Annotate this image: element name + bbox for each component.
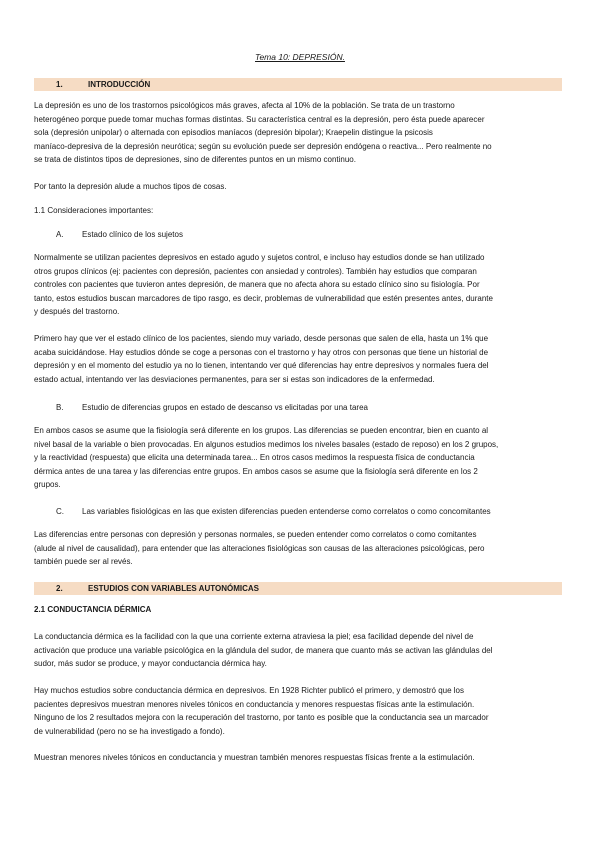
section-heading-introduccion: [34, 78, 562, 91]
paragraph-conclusion: [34, 751, 562, 765]
text-line: depresión y en el momento del estudio ya no lo tienen, intentando ver qué diferencias hay entre depresivos y normales fuera del: [34, 361, 489, 371]
list-item-a: [56, 229, 183, 241]
subsection-heading-1-1: [34, 204, 562, 218]
text-line: estado actual, intentando ver las desviaciones permanentes, para ser si estas son indicadores de la enfermedad.: [34, 374, 435, 384]
text-line: Normalmente se utilizan pacientes depresivos en estado agudo y sujetos control, e incluso hay estudios donde se han utilizado: [34, 253, 485, 262]
paragraph-summary: [34, 180, 562, 194]
text-line: heterogéneo porque puede tomar muchas formas distintas. Su característica central es la depresión, pero ésta puede aparecer: [34, 114, 485, 124]
paragraph-estudios: [34, 684, 562, 738]
text-line: de vulnerabilidad (pero no se ha investigado a fondo).: [34, 726, 225, 736]
text-line: Ninguno de los 2 resultados mejora con la recuperación del trastorno, por tanto es posible que la conductancia sea un marcador: [34, 713, 489, 723]
text-line: tanto, estos estudios buscan marcadores de tipo rasgo, es decir, problemas de vulnerabilidad que estén presentes antes, durante: [34, 293, 493, 303]
text-line: (alude al nivel de causalidad), para entender que las alteraciones fisiológicas son causas de las alteraciones psicológicas, pero: [34, 543, 485, 553]
list-label: Las variables fisiológicas en las que existen diferencias pueden entenderse como correlatos o como concomitantes: [82, 507, 491, 516]
list-label: Estudio de diferencias grupos en estado de descanso vs elicitadas por una tarea: [82, 403, 368, 412]
subsection-heading-2-1: 2.1 CONDUCTANCIA DÉRMICA: [34, 605, 152, 614]
section-title: INTRODUCCIÓN: [88, 80, 151, 89]
paragraph-a2: [34, 332, 562, 386]
text-line: La depresión es uno de los trastornos psicológicos más graves, afecta al 10% de la población. Se trata de un trastorno: [34, 101, 455, 110]
text-line: La conductancia dérmica es la facilidad con la que una corriente externa atraviesa la piel; esa facilidad depende del nivel de: [34, 632, 474, 641]
section-number: 2.: [56, 584, 63, 593]
list-item-c: [56, 506, 491, 518]
section-number: 1.: [56, 80, 63, 89]
text-line: Por tanto la depresión alude a muchos tipos de cosas.: [34, 182, 227, 191]
paragraph-conductancia: [34, 630, 562, 671]
text-line: y después del trastorno.: [34, 307, 120, 317]
text-line: Primero hay que ver el estado clínico de los pacientes, siendo muy variado, desde personas que salen de ella, hasta un 1% que: [34, 334, 489, 343]
text-line: nivel basal de la variable o bien provocadas. En algunos estudios medimos los niveles basales (estado de reposo) en los 2 grupos,: [34, 439, 499, 449]
list-letter: C.: [56, 507, 64, 516]
section-title: ESTUDIOS CON VARIABLES AUTONÓMICAS: [88, 584, 259, 593]
text-line: sola (depresión unipolar) o alternada con episodios maníacos (depresión bipolar); Kraepelin distingue la psicosis: [34, 128, 433, 138]
text-line: controles con pacientes que tuvieron antes depresión, de manera que no afecta ahora su estado clínico sino su fisiología. Por: [34, 280, 480, 290]
text-line: se trata de distintos tipos de depresiones, sino de diferentes puntos en un mismo continuo.: [34, 155, 356, 165]
text-line: Hay muchos estudios sobre conductancia dérmica en depresivos. En 1928 Richter publicó el primero, y demostró que los: [34, 686, 464, 695]
text-line: y la reactividad (respuesta) que elicita una determinada tarea... En otros casos medimos la respuesta física de conductancia: [34, 453, 475, 463]
text-line: maníaco-depresiva de la depresión neurótica; según su evolución puede ser depresión endógena o reactiva... Pero realmente no: [34, 141, 492, 151]
text-line: grupos.: [34, 480, 61, 490]
paragraph-intro: [34, 99, 562, 167]
text-line: dérmica antes de una tarea y las diferencias entre grupos. En ambos casos se asume que la fisiología será diferente en los 2: [34, 466, 478, 476]
paragraph-a1: [34, 251, 562, 319]
text-line: pacientes depresivos muestran menores niveles tónicos en conductancia y menores respuestas físicas ante la estimulación.: [34, 699, 475, 709]
text-line: otros grupos clínicos (ej: pacientes con depresión, pacientes con ansiedad y controles). También hay estudios que comparan: [34, 266, 477, 276]
text-line: 1.1 Consideraciones importantes:: [34, 206, 154, 215]
text-line: sudor, más sudor se produce, y mayor conductancia dérmica hay.: [34, 659, 267, 669]
section-heading-estudios: [34, 582, 562, 595]
document-title: Tema 10: DEPRESIÓN.: [255, 52, 345, 62]
text-line: activación que produce una variable psicológica en la glándula del sudor, de manera que cuanto más se activan las glándulas del: [34, 645, 493, 655]
text-line: En ambos casos se asume que la fisiología será diferente en los grupos. Las diferencias se pueden encontrar, bien en cuanto al: [34, 426, 489, 435]
paragraph-b: [34, 424, 562, 492]
list-label: Estado clínico de los sujetos: [82, 230, 183, 239]
text-line: Las diferencias entre personas con depresión y personas normales, se pueden entender como correlatos o como comitantes: [34, 530, 477, 539]
list-item-b: [56, 402, 368, 414]
text-line: acaba suicidándose. Hay estudios dónde se coge a personas con el trastorno y hay otros con personas que tiene un historial de: [34, 347, 489, 357]
text-line: también puede ser al revés.: [34, 557, 133, 567]
list-letter: B.: [56, 403, 64, 412]
list-letter: A.: [56, 230, 64, 239]
paragraph-c: [34, 528, 562, 569]
text-line: Muestran menores niveles tónicos en conductancia y muestran también menores respuestas físicas frente a la estimulación.: [34, 753, 475, 762]
